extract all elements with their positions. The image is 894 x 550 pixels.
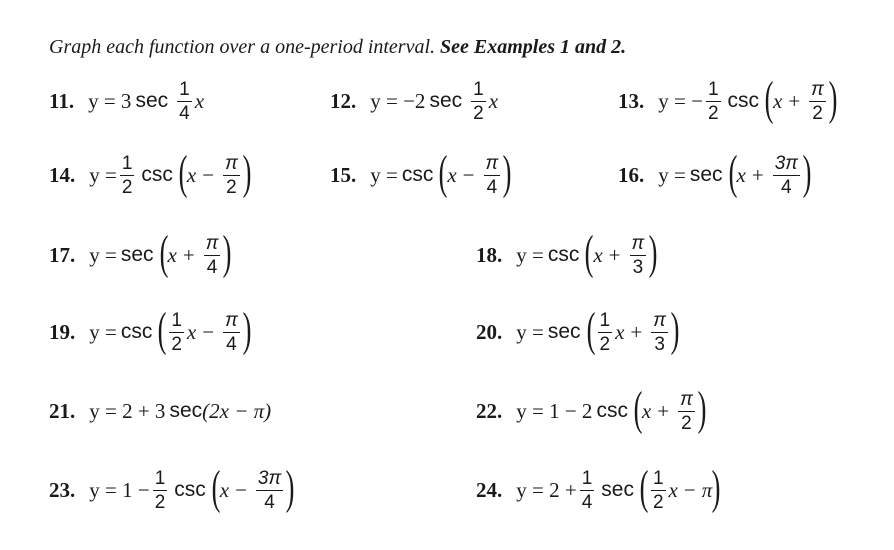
denominator: 4 [179, 102, 190, 124]
problem-number: 11. [49, 88, 75, 113]
variable: x [641, 398, 652, 423]
problem-16 [618, 145, 811, 205]
denominator: 2 [652, 491, 664, 513]
problem-number: 21. [49, 398, 76, 423]
func: sec [135, 89, 169, 112]
denominator: 2 [226, 176, 237, 198]
problem-number: 13. [618, 88, 645, 113]
problem-number: 15. [330, 162, 357, 187]
numerator: π [811, 78, 824, 100]
inner-coef-fraction [598, 311, 613, 354]
lhs: y = [516, 319, 544, 344]
variable: x [447, 162, 457, 187]
lhs: y = [370, 162, 398, 187]
numerator: 1 [652, 467, 664, 489]
lhs: y = 2 + 3 [89, 398, 166, 423]
denominator: 2 [154, 491, 166, 513]
operator: + [751, 162, 764, 187]
lead-fraction [153, 469, 168, 512]
numerator: 1 [707, 78, 719, 100]
func: sec [689, 163, 723, 186]
lhs: y = 1 − 2 [516, 398, 593, 423]
numerator: 3π [774, 152, 798, 174]
inner-coef-fraction [169, 311, 184, 354]
func: sec [120, 243, 154, 266]
numerator: 1 [154, 467, 166, 489]
func: csc [174, 478, 206, 501]
problem-15 [330, 145, 511, 205]
denominator: 4 [264, 491, 275, 513]
problem-number: 14. [49, 162, 76, 187]
problem-14 [49, 145, 251, 205]
problem-number: 22. [476, 398, 503, 423]
denominator: 2 [473, 102, 484, 124]
variable: x [167, 242, 177, 267]
operator: + [608, 242, 621, 267]
close-paren: ) [697, 382, 707, 435]
instructions [49, 36, 626, 59]
numerator: 1 [179, 78, 190, 100]
denominator: 4 [486, 176, 498, 198]
denominator: 4 [781, 176, 792, 198]
lhs: y = −2 [370, 88, 426, 113]
func: sec [169, 399, 203, 422]
variable: x [186, 162, 197, 187]
close-paren: ) [828, 72, 838, 125]
numerator: 1 [171, 309, 182, 331]
denominator: 2 [121, 176, 133, 198]
problem-17 [49, 225, 231, 285]
func: csc [401, 163, 434, 186]
lead-fraction [120, 154, 135, 197]
problem-number: 20. [476, 319, 503, 344]
problem-19 [49, 302, 251, 362]
shift-fraction [484, 154, 501, 197]
numerator: 3π [257, 467, 282, 489]
variable: x [488, 88, 499, 113]
numerator: π [485, 152, 499, 174]
open-paren: ( [178, 146, 188, 199]
problem-23 [49, 460, 294, 520]
lhs: y = [89, 162, 117, 187]
variable: x [194, 88, 205, 113]
denominator: 4 [206, 256, 218, 278]
shift-fraction [256, 469, 283, 512]
variable: x [615, 319, 625, 344]
problem-number: 23. [49, 477, 76, 502]
close-paren: ) [502, 146, 512, 199]
operator: + [630, 319, 643, 344]
argument: (2x − π) [202, 398, 272, 423]
operator: − [202, 319, 215, 344]
problem-number: 16. [618, 162, 645, 187]
func: csc [727, 89, 760, 112]
lhs: y = [658, 162, 686, 187]
close-paren: ) [711, 461, 721, 514]
shift-fraction [651, 311, 668, 354]
lhs: y = 1 − [89, 477, 150, 502]
numerator: 1 [473, 78, 484, 100]
denominator: 3 [632, 256, 644, 278]
open-paren: ( [438, 146, 448, 199]
func: sec [601, 478, 634, 501]
open-paren: ( [764, 72, 774, 125]
problem-12 [330, 71, 498, 131]
instructions-bold: See Examples 1 and 2. [440, 36, 627, 58]
tail-term: π [701, 477, 713, 502]
problem-22 [476, 381, 706, 441]
lhs: y = [516, 242, 544, 267]
variable: x [668, 477, 678, 502]
denominator: 2 [599, 333, 611, 355]
numerator: 1 [581, 467, 593, 489]
problem-11 [49, 71, 204, 131]
numerator: π [225, 152, 238, 174]
denominator: 3 [654, 333, 665, 355]
instructions-text: Graph each function over a one-period interval. [49, 36, 441, 58]
problem-21 [49, 381, 271, 441]
open-paren: ( [211, 461, 221, 514]
open-paren: ( [159, 226, 168, 279]
denominator: 2 [171, 333, 182, 355]
numerator: π [631, 232, 645, 254]
coef-fraction [177, 80, 192, 123]
problem-20 [476, 302, 679, 362]
numerator: π [205, 232, 219, 254]
open-paren: ( [586, 303, 595, 356]
func: csc [596, 399, 628, 422]
shift-fraction [223, 154, 240, 197]
problem-number: 17. [49, 242, 76, 267]
close-paren: ) [242, 303, 252, 356]
variable: x [736, 162, 746, 187]
variable: x [219, 477, 230, 502]
close-paren: ) [648, 226, 658, 279]
func: csc [141, 163, 173, 186]
problem-number: 18. [476, 242, 503, 267]
open-paren: ( [584, 226, 594, 279]
numerator: 1 [121, 152, 133, 174]
close-paren: ) [285, 461, 295, 514]
coef-fraction [471, 80, 486, 123]
operator: + [788, 88, 801, 113]
operator: + [182, 242, 195, 267]
lhs: y = [89, 242, 117, 267]
func: sec [547, 320, 581, 343]
denominator: 4 [581, 491, 593, 513]
open-paren: ( [728, 146, 737, 199]
variable: x [186, 319, 197, 344]
denominator: 4 [226, 333, 237, 355]
variable: x [593, 242, 603, 267]
open-paren: ( [639, 461, 649, 514]
lhs: y = − [658, 88, 703, 113]
variable: x [773, 88, 783, 113]
numerator: π [680, 388, 693, 410]
close-paren: ) [802, 146, 812, 199]
lead-fraction [706, 80, 721, 123]
open-paren: ( [633, 382, 643, 435]
lead-fraction [580, 469, 595, 512]
problem-number: 12. [330, 88, 357, 113]
denominator: 2 [812, 102, 823, 124]
problem-13 [618, 71, 837, 131]
problem-number: 19. [49, 319, 76, 344]
operator: − [462, 162, 475, 187]
close-paren: ) [242, 146, 252, 199]
func: csc [547, 243, 580, 266]
operator: + [657, 398, 670, 423]
func: csc [120, 320, 153, 343]
shift-fraction [223, 311, 240, 354]
problem-18 [476, 225, 657, 285]
close-paren: ) [670, 303, 680, 356]
problem-number: 24. [476, 477, 503, 502]
denominator: 2 [707, 102, 719, 124]
inner-coef-fraction [651, 469, 666, 512]
numerator: π [653, 309, 666, 331]
func: sec [429, 89, 463, 112]
problem-24 [476, 460, 720, 520]
shift-fraction [204, 234, 221, 277]
shift-fraction [630, 234, 647, 277]
shift-fraction [809, 80, 826, 123]
shift-fraction [678, 390, 695, 433]
shift-fraction [773, 154, 800, 197]
numerator: 1 [599, 309, 611, 331]
close-paren: ) [223, 226, 232, 279]
operator: − [683, 477, 696, 502]
lhs: y = 2 + [516, 477, 577, 502]
operator: − [235, 477, 247, 502]
lhs: y = 3 [88, 88, 132, 113]
operator: − [202, 162, 215, 187]
numerator: π [225, 309, 238, 331]
lhs: y = [89, 319, 117, 344]
open-paren: ( [157, 303, 167, 356]
denominator: 2 [681, 412, 692, 434]
